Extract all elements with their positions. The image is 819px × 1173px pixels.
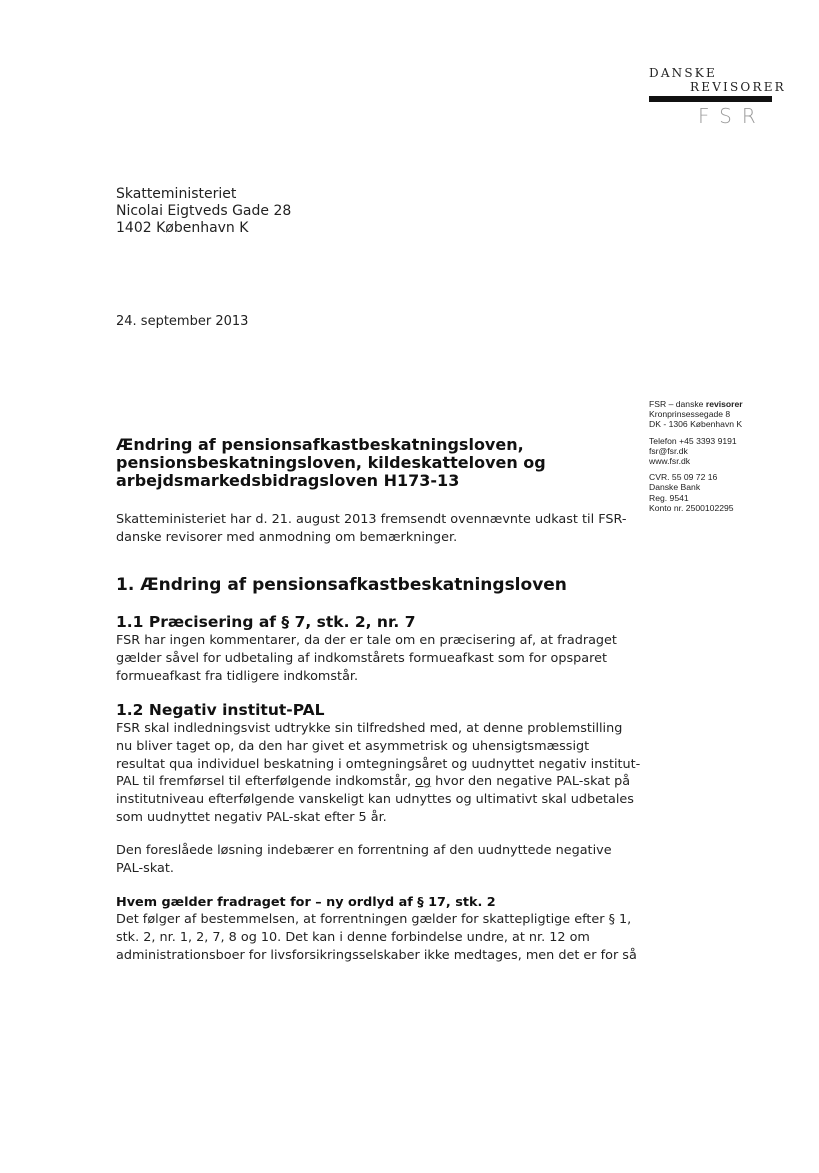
body-line: administrationsboer for livsforsikringsselskaber ikke medtages, men det er for så [116, 947, 637, 963]
body-line: gælder såvel for udbetaling af indkomstårets formueafkast som for opsparet [116, 650, 607, 666]
sender-cvr: CVR. 55 09 72 16 [649, 472, 718, 483]
body-line: stk. 2, nr. 1, 2, 7, 8 og 10. Det kan i denne forbindelse undre, at nr. 12 om [116, 929, 590, 945]
subject-line: arbejdsmarkedsbidragsloven H173-13 [116, 471, 460, 490]
subsection-1-2-paragraph-2 [116, 842, 612, 878]
sender-reg: Reg. 9541 [649, 492, 689, 503]
section-heading: 1. Ændring af pensionsafkastbeskatningsloven [116, 575, 567, 595]
sender-name-prefix: FSR – danske [649, 399, 706, 409]
sender-name-bold: revisorer [705, 399, 743, 409]
subsection-1-1-body [116, 632, 617, 685]
body-line-part: PAL til fremførsel til efterfølgende indkomstår, [116, 774, 416, 790]
letter-date: 24. september 2013 [116, 314, 249, 329]
recipient-city: 1402 København K [116, 220, 249, 236]
inline-subheading: Hvem gælder fradraget for – ny ordlyd af § 17, stk. 2 [116, 895, 496, 910]
body-line: Den foreslåede løsning indebærer en forrentning af den uudnyttede negative [116, 843, 612, 858]
sender-city: DK - 1306 København K [649, 419, 743, 430]
underlined-word: og [415, 774, 432, 790]
sender-street: Kronprinsessegade 8 [649, 409, 731, 420]
recipient-street: Nicolai Eigtveds Gade 28 [116, 203, 292, 219]
logo-text-revisorer: REVISORER [690, 80, 786, 94]
subject-line: Ændring af pensionsafkastbeskatningsloven, [116, 435, 524, 454]
logo-bar [649, 96, 772, 102]
recipient-address [116, 186, 291, 237]
subsection-heading-1-1: 1.1 Præcisering af § 7, stk. 2, nr. 7 [116, 613, 416, 631]
sender-phone: Telefon +45 3393 9191 [649, 435, 737, 446]
sender-bank: Danske Bank [649, 482, 701, 493]
intro-line: Skatteministeriet har d. 21. august 2013 fremsendt ovennævnte udkast til FSR- [116, 512, 627, 527]
subject-line: pensionsbeskatningsloven, kildeskatteloven og [116, 453, 546, 472]
recipient-name: Skatteministeriet [116, 186, 237, 202]
body-line [116, 773, 640, 791]
sender-email: fsr@fsr.dk [649, 445, 688, 456]
subsection-heading-1-2: 1.2 Negativ institut-PAL [116, 701, 325, 719]
sender-name [649, 399, 743, 409]
body-line-part: hvor den negative PAL-skat på [431, 774, 631, 790]
body-line: FSR skal indledningsvist udtrykke sin tilfredshed med, at denne problemstilling [116, 721, 623, 736]
body-line: PAL-skat. [116, 860, 174, 876]
logo-text-danske: DANSKE [649, 66, 717, 80]
sender-info [649, 399, 743, 513]
body-line: nu bliver taget op, da den har givet et asymmetrisk og uhensigtsmæssigt [116, 738, 590, 754]
sender-account: Konto nr. 2500102295 [649, 502, 734, 513]
body-line: Det følger af bestemmelsen, at forrentningen gælder for skattepligtige efter § 1, [116, 912, 632, 927]
logo-mark: FSR [698, 104, 766, 128]
body-line: som uudnyttet negativ PAL-skat efter 5 år. [116, 809, 387, 825]
intro-line: danske revisorer med anmodning om bemærkninger. [116, 529, 458, 545]
body-line: FSR har ingen kommentarer, da der er tale om en præcisering af, at fradraget [116, 633, 617, 648]
letter-subject [116, 436, 636, 490]
intro-paragraph [116, 511, 626, 547]
subsection-1-2-paragraph-3 [116, 911, 637, 964]
body-line: formueafkast fra tidligere indkomstår. [116, 668, 359, 684]
sender-web: www.fsr.dk [649, 456, 691, 467]
body-line: institutniveau efterfølgende vanskeligt kan udnyttes og ultimativt skal udbetales [116, 792, 634, 808]
subsection-1-2-body [116, 720, 640, 827]
body-line: resultat qua individuel beskatning i omtegningsåret og uudnyttet negativ institut- [116, 756, 641, 772]
